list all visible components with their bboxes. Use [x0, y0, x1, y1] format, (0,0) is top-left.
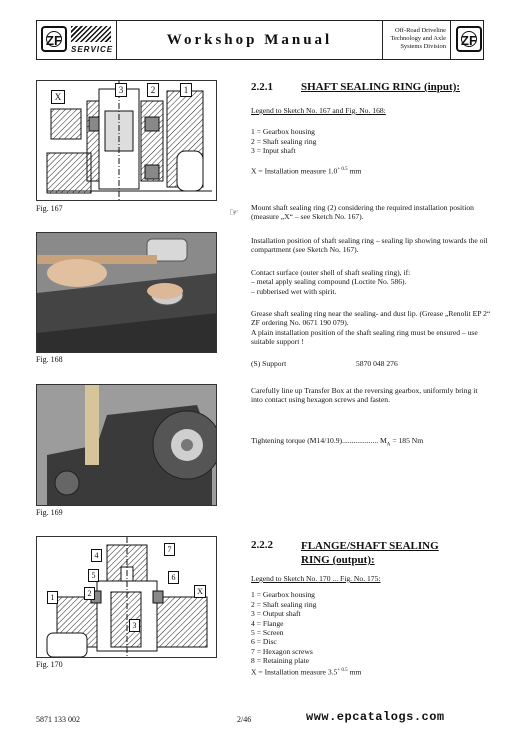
- label-3: 3: [115, 83, 127, 97]
- figure-170-caption: Fig. 170: [36, 660, 63, 669]
- legend-item: 8 = Retaining plate: [251, 656, 310, 666]
- grease-block: Grease shaft sealing ring near the sealing- and dust lip. (Grease „Renolit EP 2“ ZF ordering No. 0671 190 079). A plain installation position of the shaft sealing ring must be ensured – use suitable support !: [251, 309, 491, 347]
- legend-item: 3 = Input shaft: [251, 146, 296, 156]
- install-measure: X = Installation measure $3.5^{+ 0.5}$ mm: [251, 667, 362, 677]
- legend-item: 1 = Gearbox housing: [251, 590, 315, 600]
- zf-service-logo: [37, 21, 117, 59]
- label-7: 7: [164, 543, 175, 556]
- tightening-torque: Tightening torque (M14/10.9)................... $M_A = 185$ Nm: [251, 436, 424, 448]
- contact-surface-block: Contact surface (outer shell of shaft sealing ring), if: – metal apply sealing compound (Loctite No. 586). – rubberised wet with spirit.: [251, 268, 411, 296]
- legend-item: 4 = Flange: [251, 618, 284, 628]
- page-header: [36, 20, 484, 60]
- label-2: 2: [84, 587, 95, 600]
- legend-title: Legend to Sketch No. 170 ... Fig. No. 175:: [251, 574, 381, 583]
- flange-seal-sketch-icon: [37, 537, 217, 658]
- label-5: 5: [88, 569, 99, 582]
- label-1: 1: [180, 83, 192, 97]
- figure-169-caption: Fig. 169: [36, 508, 63, 517]
- manual-title: Workshop Manual: [117, 21, 383, 59]
- figure-167-caption: Fig. 167: [36, 204, 63, 213]
- legend-item: 7 = Hexagon screws: [251, 646, 313, 656]
- transfer-box-photo-icon: [37, 385, 217, 506]
- hatch-pattern-icon: [71, 26, 111, 42]
- legend-item: 6 = Disc: [251, 637, 277, 647]
- zf-logo-right-icon: ZF: [456, 26, 482, 52]
- support-number: 5870 048 276: [356, 359, 398, 368]
- legend-item: 3 = Output shaft: [251, 609, 301, 619]
- figure-168-caption: Fig. 168: [36, 355, 63, 364]
- figure-167-sketch: [36, 80, 217, 201]
- label-6: 6: [168, 571, 179, 584]
- section-222-body: [251, 574, 491, 677]
- hammer-photo-icon: [37, 233, 217, 353]
- figure-169-photo: [36, 384, 217, 506]
- section-221-body: [251, 106, 491, 176]
- install-measure: X = Installation measure $1.0^{+ 0.5}$ mm: [251, 166, 362, 176]
- label-4: 4: [91, 549, 102, 562]
- website-link[interactable]: www.epcatalogs.com: [306, 710, 445, 724]
- support-label: (S) Support: [251, 359, 287, 368]
- service-label: SERVICE: [71, 45, 114, 54]
- zf-logo-icon: ZF: [41, 26, 67, 52]
- legend-item: 2 = Shaft sealing ring: [251, 136, 317, 146]
- section-221-number: 2.2.1: [251, 81, 273, 93]
- division-name: Off-Road Driveline Technology and Axle Systems Division: [383, 21, 451, 59]
- section-222-title: FLANGE/SHAFT SEALING RING (output):: [301, 540, 439, 566]
- section-221-title: SHAFT SEALING RING (input):: [301, 81, 461, 93]
- doc-number: 5871 133 002: [36, 715, 80, 724]
- label-1: 1: [47, 591, 58, 604]
- label-2: 2: [147, 83, 159, 97]
- note-text: Mount shaft sealing ring (2) considering the required installation position (measure „X“ – see Sketch No. 167).: [251, 203, 474, 222]
- figure-170-sketch: [36, 536, 217, 658]
- label-3: 3: [129, 619, 140, 632]
- page-number: 2/46: [237, 715, 252, 724]
- section-222-number: 2.2.2: [251, 539, 273, 551]
- transfer-box-text: Carefully line up Transfer Box at the reversing gearbox, uniformly bring it into contact using hexagon screws and fasten.: [251, 386, 478, 405]
- pointing-hand-icon: ☞: [229, 207, 239, 219]
- legend-title: Legend to Sketch No. 167 and Fig. No. 168:: [251, 106, 386, 115]
- legend-item: 2 = Shaft sealing ring: [251, 599, 317, 609]
- legend-item: 5 = Screen: [251, 628, 284, 638]
- label-x: X: [194, 585, 206, 598]
- label-x: X: [51, 90, 65, 104]
- legend-item: 1 = Gearbox housing: [251, 127, 315, 137]
- installation-position-text: Installation position of shaft sealing ring – sealing lip showing towards the oil compartment (see Sketch No. 167).: [251, 236, 488, 255]
- figure-168-photo: [36, 232, 217, 353]
